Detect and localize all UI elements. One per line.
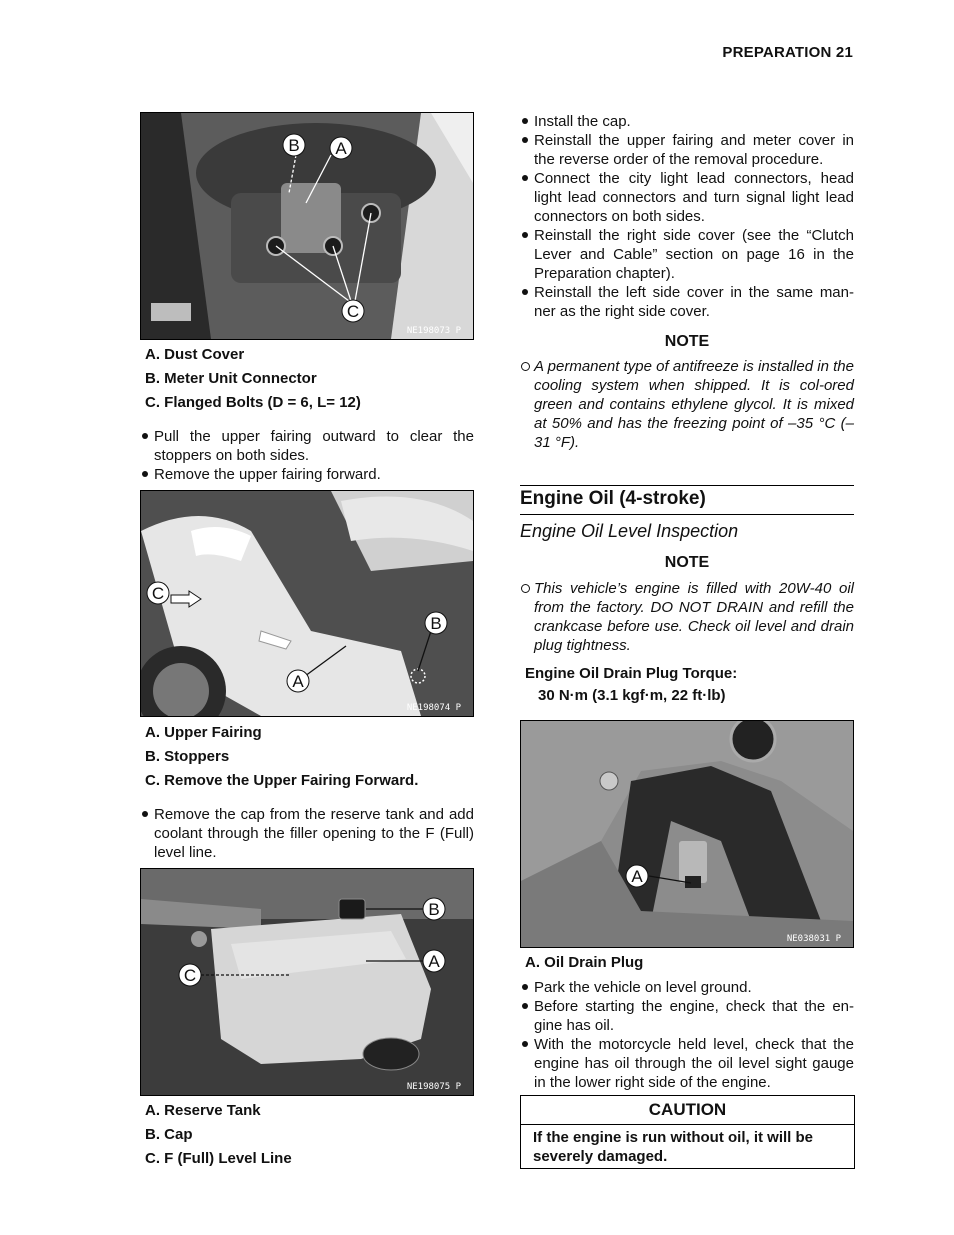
section-title: Engine Oil (4-stroke) bbox=[520, 485, 854, 515]
caution-text: If the engine is run without oil, it will be severely damaged. bbox=[533, 1129, 813, 1165]
bullet-item: Reinstall the right side cover (see the “Clutch Lever and Cable” section on page 16 in the Preparation chapter). bbox=[521, 226, 854, 283]
caution-box bbox=[520, 1095, 855, 1169]
bullet-item: With the motorcycle held level, check that the engine has oil through the oil level sight gauge in the lower right side of the engine. bbox=[521, 1035, 854, 1092]
bullet-item: Pull the upper fairing outward to clear the stoppers on both sides. bbox=[141, 427, 474, 465]
figure3-label-c: C bbox=[183, 966, 197, 985]
note2-heading: NOTE bbox=[664, 554, 710, 571]
caption-line: C. Flanged Bolts (D = 6, L= 12) bbox=[145, 394, 361, 411]
figure2-label-c: C bbox=[151, 584, 165, 603]
caption-line: C. F (Full) Level Line bbox=[145, 1150, 292, 1167]
torque-label: Engine Oil Drain Plug Torque: bbox=[525, 665, 738, 682]
bullet-item: Remove the upper fairing forward. bbox=[141, 465, 474, 484]
bullet-item: Remove the cap from the reserve tank and add coolant through the filler opening to the F (Full) level line. bbox=[141, 805, 474, 862]
bullet-item: Park the vehicle on level ground. bbox=[521, 978, 854, 997]
reserve-tank-illustration bbox=[141, 869, 473, 1095]
figure3-code: NE198075 P bbox=[406, 1082, 461, 1092]
bullet-list-2 bbox=[141, 805, 474, 862]
figure4-label-a: A bbox=[631, 867, 643, 886]
meter-unit-illustration bbox=[141, 113, 473, 339]
figure2-code: NE198074 P bbox=[406, 703, 461, 713]
photo-upper-fairing bbox=[140, 490, 474, 717]
bullet-item: Before starting the engine, check that the en-gine has oil. bbox=[521, 997, 854, 1035]
figure1-caption bbox=[145, 343, 361, 415]
caption-line: A. Oil Drain Plug bbox=[525, 954, 644, 971]
bullet-item: Reinstall the left side cover in the same man-ner as the right side cover. bbox=[521, 283, 854, 321]
photo-reserve-tank bbox=[140, 868, 474, 1096]
figure2-caption bbox=[145, 721, 418, 793]
bullet-list-4 bbox=[521, 978, 854, 1092]
figure3-caption bbox=[145, 1099, 292, 1171]
bullet-item: Connect the city light lead connectors, head light lead connectors and turn signal light lead connectors on both sides. bbox=[521, 169, 854, 226]
photo-oil-drain-plug bbox=[520, 720, 854, 948]
bullet-item: Install the cap. bbox=[521, 112, 854, 131]
upper-fairing-illustration bbox=[141, 491, 473, 716]
caption-line: A. Dust Cover bbox=[145, 346, 245, 363]
note1-text: A permanent type of antifreeze is installed in the cooling system when shipped. It is col-ored green and contains ethylene glycol. It is mixed at 50% and has the freezing point of –35 °C (–31 °F). bbox=[521, 357, 854, 452]
page-header: PREPARATION 21 bbox=[722, 44, 853, 61]
oil-drain-plug-illustration bbox=[521, 721, 853, 947]
caption-line: B. Stoppers bbox=[145, 748, 230, 765]
note2-text: This vehicle’s engine is filled with 20W-40 oil from the factory. DO NOT DRAIN and refill the crankcase before use. Check oil level and drain plug tightness. bbox=[521, 579, 854, 655]
figure1-label-a: A bbox=[335, 139, 347, 158]
torque-spec bbox=[525, 663, 737, 707]
figure3-label-a: A bbox=[428, 952, 440, 971]
bullet-item: Reinstall the upper fairing and meter cover in the reverse order of the removal procedure. bbox=[521, 131, 854, 169]
figure3-label-b: B bbox=[428, 900, 440, 919]
caution-heading: CAUTION bbox=[521, 1096, 854, 1125]
figure1-label-c: C bbox=[346, 302, 360, 321]
figure4-caption bbox=[525, 951, 643, 975]
note1-heading: NOTE bbox=[664, 333, 710, 350]
figure1-code: NE198073 P bbox=[406, 326, 461, 336]
torque-value: 30 N·m (3.1 kgf·m, 22 ft·lb) bbox=[538, 687, 726, 704]
caption-line: C. Remove the Upper Fairing Forward. bbox=[145, 772, 419, 789]
caption-line: A. Reserve Tank bbox=[145, 1102, 261, 1119]
caption-line: A. Upper Fairing bbox=[145, 724, 262, 741]
caption-line: B. Meter Unit Connector bbox=[145, 370, 317, 387]
figure2-label-b: B bbox=[430, 614, 442, 633]
photo-meter-unit bbox=[140, 112, 474, 340]
bullet-list-3 bbox=[521, 112, 854, 321]
subsection-title: Engine Oil Level Inspection bbox=[520, 521, 739, 541]
figure4-code: NE038031 P bbox=[786, 934, 841, 944]
figure2-label-a: A bbox=[292, 672, 304, 691]
figure1-label-b: B bbox=[288, 136, 300, 155]
bullet-list-1 bbox=[141, 427, 474, 484]
caption-line: B. Cap bbox=[145, 1126, 193, 1143]
